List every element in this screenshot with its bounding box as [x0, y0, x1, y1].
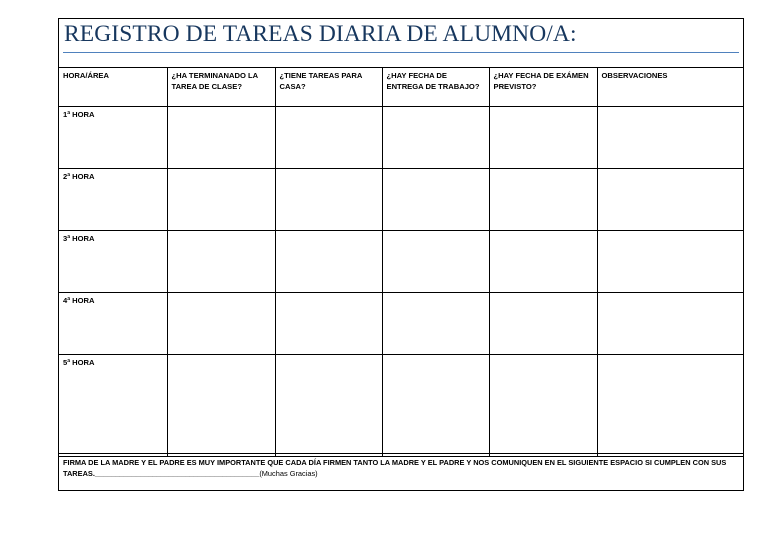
- task-register-sheet: [58, 18, 744, 491]
- table-cell[interactable]: [597, 169, 743, 231]
- header-hora-area: HORA/ÁREA: [59, 68, 167, 107]
- table-row: [59, 293, 743, 355]
- table-cell[interactable]: [275, 107, 382, 169]
- table-cell[interactable]: [489, 107, 597, 169]
- table-cell[interactable]: [489, 231, 597, 293]
- table-cell[interactable]: [382, 355, 489, 457]
- table-cell[interactable]: [167, 293, 275, 355]
- table-cell[interactable]: [275, 231, 382, 293]
- table-cell[interactable]: [167, 169, 275, 231]
- table-cell[interactable]: [167, 355, 275, 457]
- table-row: [59, 355, 743, 457]
- header-fecha-entrega: ¿HAY FECHA DE ENTREGA DE TRABAJO?: [382, 68, 489, 107]
- table-cell[interactable]: [489, 293, 597, 355]
- table-cell[interactable]: [167, 231, 275, 293]
- footer-text: FIRMA DE LA MADRE Y EL PADRE ES MUY IMPORTANTE QUE CADA DÍA FIRMEN TANTO LA MADRE Y EL PADRE Y NOS COMUNIQUEN EN EL SIGUIENTE ESPACIO SI CUMPLEN CON SUS TAREAS.________________________________________: [63, 458, 727, 478]
- table-cell[interactable]: [597, 355, 743, 457]
- table-row: [59, 231, 743, 293]
- table-cell[interactable]: [275, 355, 382, 457]
- header-observaciones: OBSERVACIONES: [597, 68, 743, 107]
- table-cell[interactable]: [489, 169, 597, 231]
- page-title: REGISTRO DE TAREAS DIARIA DE ALUMNO/A:: [64, 21, 577, 47]
- row-label: 1ª HORA: [59, 107, 167, 169]
- table-cell[interactable]: [275, 169, 382, 231]
- table-row: [59, 169, 743, 231]
- table-cell[interactable]: [489, 355, 597, 457]
- table-row: [59, 107, 743, 169]
- signature-footer[interactable]: [59, 453, 743, 491]
- table-cell[interactable]: [597, 231, 743, 293]
- header-fecha-examen: ¿HAY FECHA DE EXÁMEN PREVISTO?: [489, 68, 597, 107]
- header-tarea-clase: ¿HA TERMINANADO LA TAREA DE CLASE?: [167, 68, 275, 107]
- table-cell[interactable]: [382, 231, 489, 293]
- table-cell[interactable]: [382, 169, 489, 231]
- header-tareas-casa: ¿TIENE TAREAS PARA CASA?: [275, 68, 382, 107]
- table-cell[interactable]: [167, 107, 275, 169]
- table-cell[interactable]: [597, 293, 743, 355]
- row-label: 2ª HORA: [59, 169, 167, 231]
- title-underline: [63, 52, 739, 53]
- table-header-row: [59, 68, 743, 107]
- table-cell[interactable]: [275, 293, 382, 355]
- row-label: 4ª HORA: [59, 293, 167, 355]
- row-label: 5ª HORA: [59, 355, 167, 457]
- footer-thanks: (Muchas Gracias): [259, 469, 318, 478]
- task-table: [59, 67, 743, 457]
- table-cell[interactable]: [382, 107, 489, 169]
- table-cell[interactable]: [597, 107, 743, 169]
- table-cell[interactable]: [382, 293, 489, 355]
- row-label: 3ª HORA: [59, 231, 167, 293]
